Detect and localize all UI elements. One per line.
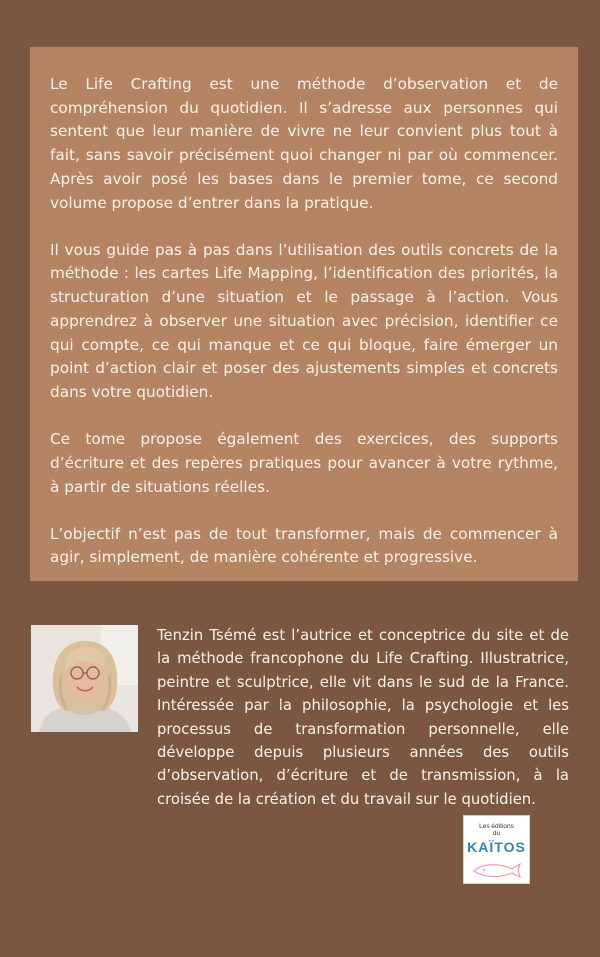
back-cover-description <box>30 47 578 581</box>
description-paragraph-3: Ce tome propose également des exercices, des supports d’écriture et des repères pratiques pour avancer à votre rythme, à partir de situations réelles. <box>50 430 558 496</box>
author-photo <box>31 625 138 732</box>
publisher-logo <box>463 815 530 884</box>
author-bio: Tenzin Tsémé est l’autrice et conceptrice du site et de la méthode francophone du Life Crafting. Illustratrice, peintre et sculptrice, elle vit dans le sud de la France. Intéressée par la philosophie, la psychologie et les processus de transformation personnelle, elle développe depuis plusieurs années des outils d’observation, d’écriture et de transmission, à la croisée de la création et du travail sur le quotidien. <box>157 627 569 808</box>
publisher-line-1: Les éditions <box>479 823 514 830</box>
author-portrait-icon <box>31 625 138 732</box>
description-paragraph-1: Le Life Crafting est une méthode d’observation et de compréhension du quotidien. Il s’adresse aux personnes qui sentent que leur manière de vivre ne leur convient plus tout à fait, sans savoir précisément quoi changer ni par où commencer. Après avoir posé les bases dans le premier tome, ce second volume propose d’entrer dans la pratique. <box>50 75 558 212</box>
description-paragraph-4: L’objectif n’est pas de tout transformer, mais de commencer à agir, simplement, de manière cohérente et progressive. <box>50 524 558 567</box>
description-paragraph-2: Il vous guide pas à pas dans l’utilisation des outils concrets de la méthode : les cartes Life Mapping, l’identification des priorités, la structuration d’une situation et le passage à l’action. Vous apprendrez à observer une situation avec précision, identifier ce qui compte, ce qui manque et ce qui bloque, faire émerger un point d’action clair et poser des ajustements simples et concrets dans votre quotidien. <box>50 240 558 401</box>
whale-icon <box>472 861 522 879</box>
publisher-name: KAÏTOS <box>467 839 526 855</box>
publisher-line-2: du <box>492 830 501 837</box>
